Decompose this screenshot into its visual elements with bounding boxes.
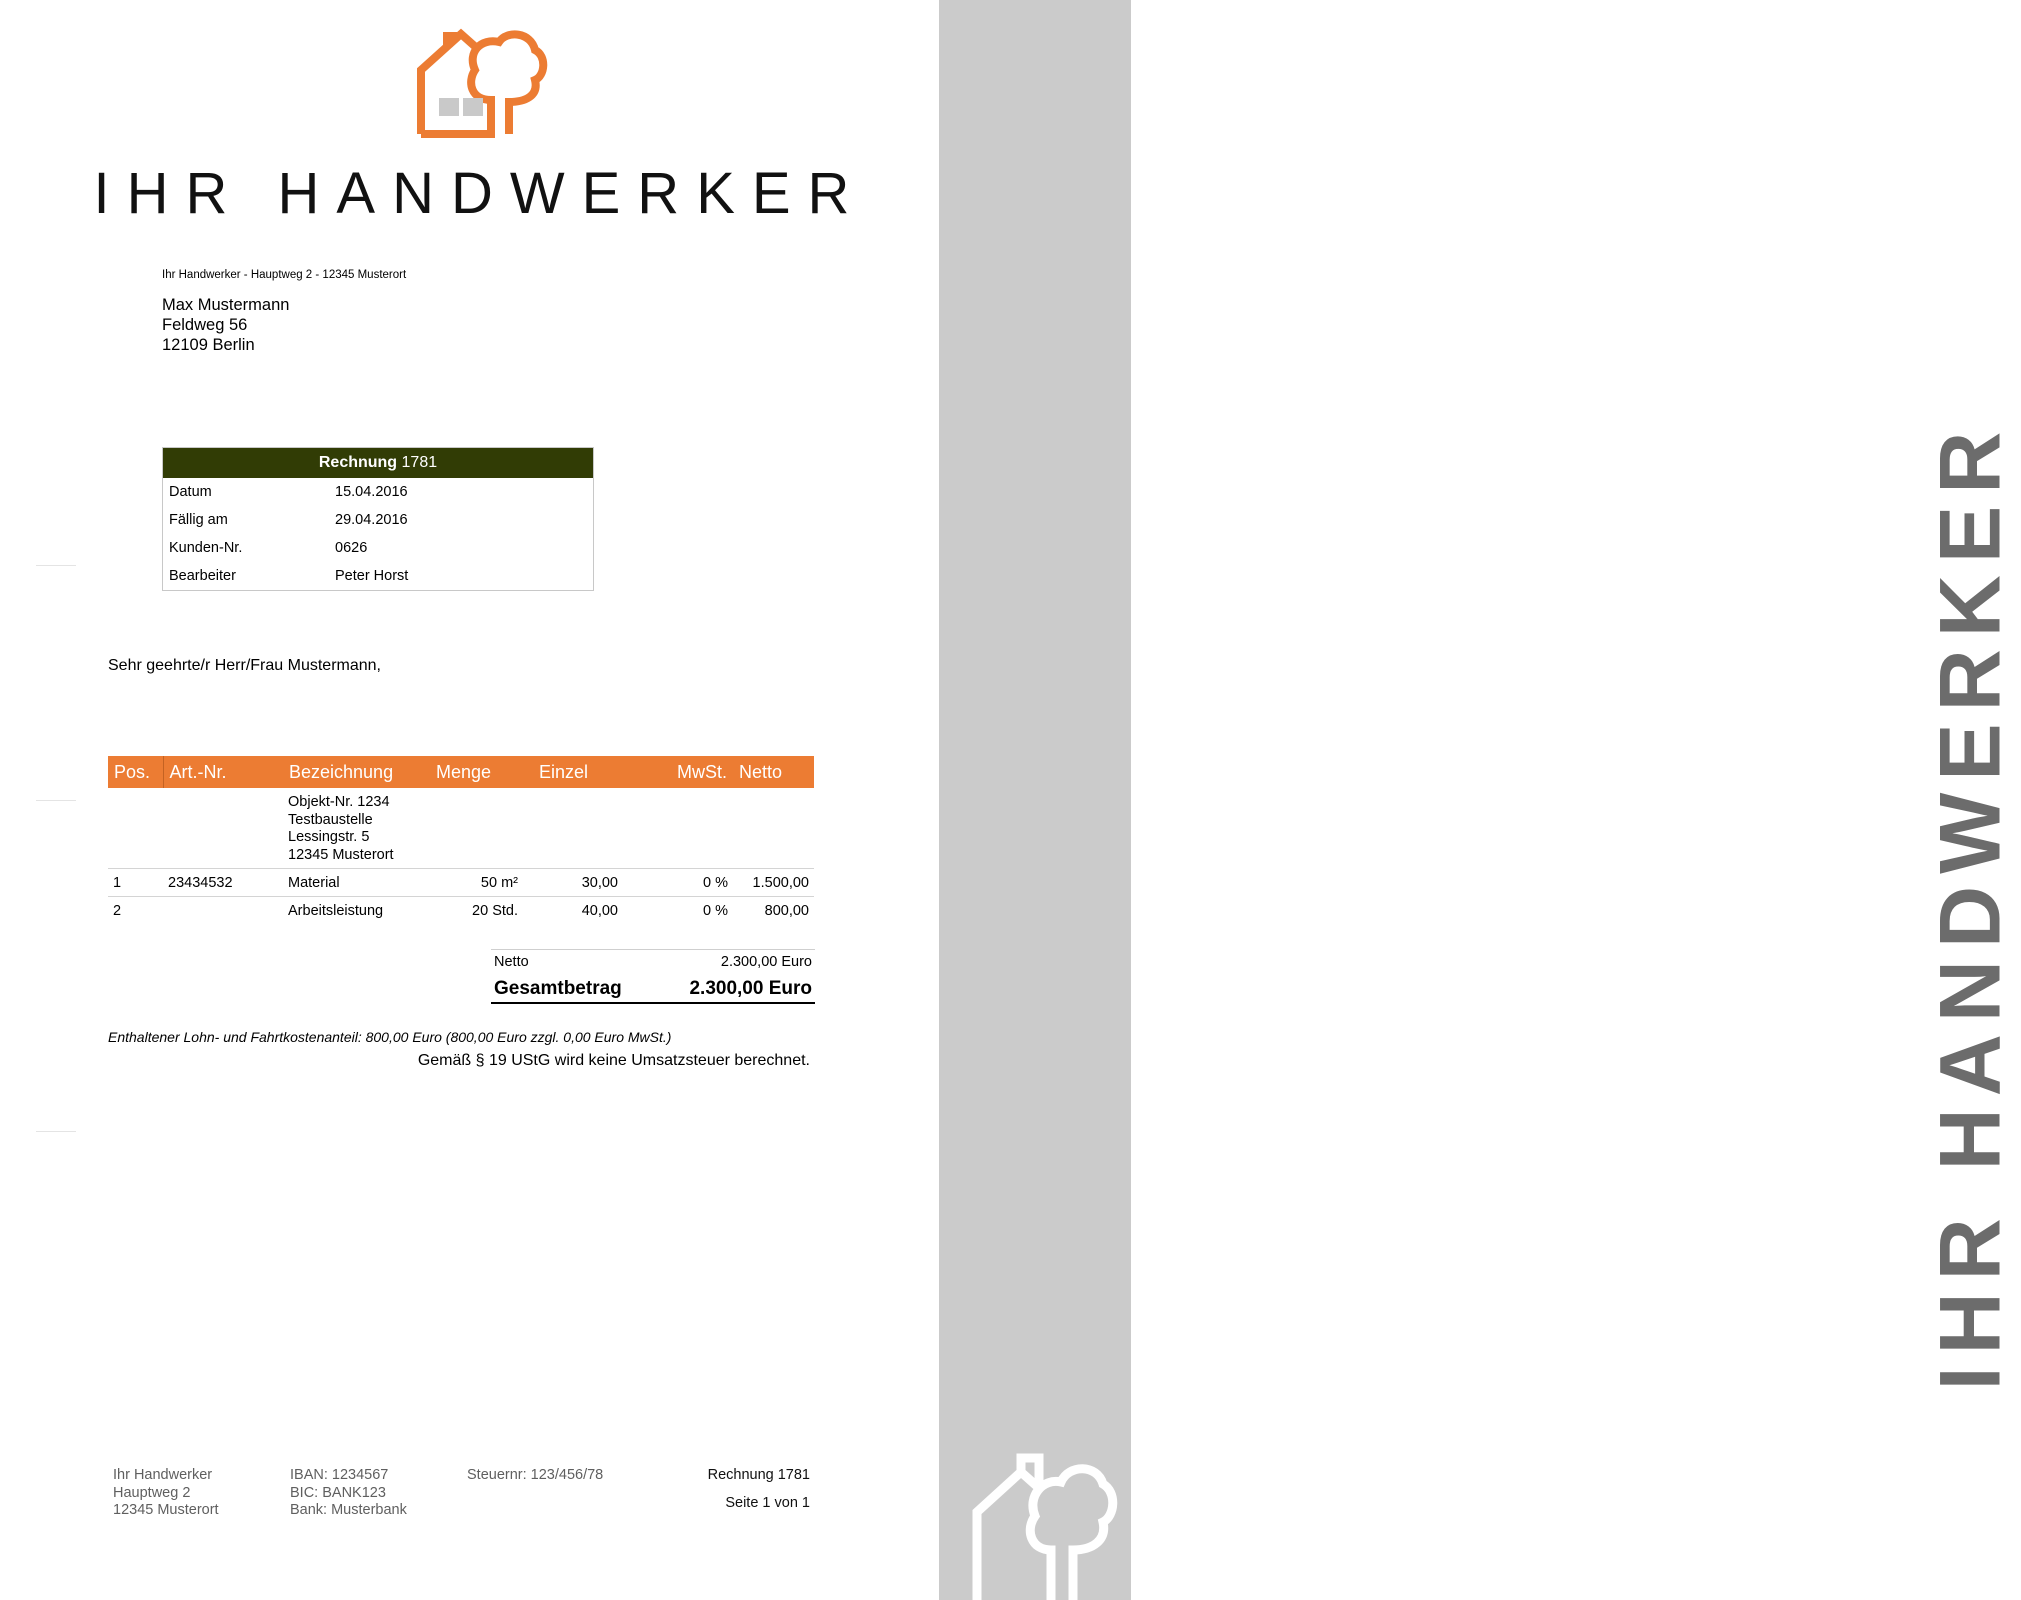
footer-bic: BIC: BANK123 <box>290 1484 386 1501</box>
table-header-row <box>108 756 814 788</box>
invoice-number: 1781 <box>401 454 438 471</box>
house-tree-icon <box>417 30 545 138</box>
footer-page-number: Seite 1 von 1 <box>725 1495 810 1511</box>
column-header-pos: Pos. <box>108 756 163 788</box>
object-info <box>283 788 623 869</box>
tax-note: Gemäß § 19 UStG wird keine Umsatzsteuer berechnet. <box>417 1052 810 1069</box>
invoice-date-value: 15.04.2016 <box>335 484 408 500</box>
invoice-info-box <box>162 447 594 591</box>
cell-menge: 20 Std. <box>433 897 523 925</box>
invoice-date-label: Datum <box>169 484 212 500</box>
invoice-row-clerk <box>163 562 593 590</box>
invoice-title: Rechnung <box>318 454 398 471</box>
object-line: 12345 Musterort <box>288 846 394 863</box>
cell-einzel: 30,00 <box>523 869 623 897</box>
invoice-clerk-value: Peter Horst <box>335 568 409 584</box>
object-line: Lessingstr. 5 <box>288 829 370 845</box>
cell-menge: 50 m² <box>433 869 523 897</box>
footer-company-city: 12345 Musterort <box>113 1502 219 1518</box>
footer-company <box>113 1467 219 1520</box>
invoice-clerk-label: Bearbeiter <box>169 568 236 584</box>
recipient-address <box>162 295 289 355</box>
cell-einzel: 40,00 <box>523 897 623 925</box>
gross-total-value: 2.300,00 Euro <box>689 978 812 999</box>
object-line: Objekt-Nr. 1234 <box>288 794 390 810</box>
items-table <box>108 756 814 924</box>
cell-bez: Material <box>283 869 433 897</box>
column-header-menge: Menge <box>433 756 523 788</box>
recipient-street: Feldweg 56 <box>162 316 248 334</box>
column-header-bez: Bezeichnung <box>283 756 433 788</box>
salutation: Sehr geehrte/r Herr/Frau Mustermann, <box>108 657 381 674</box>
object-line: Testbaustelle <box>288 811 373 828</box>
invoice-due-value: 29.04.2016 <box>335 512 408 528</box>
cell-mwst: 0 % <box>623 897 733 925</box>
cell-art: 23434532 <box>163 869 283 897</box>
invoice-customer-value: 0626 <box>335 540 368 556</box>
cell-pos: 1 <box>108 869 163 897</box>
sidebar-brand-text: IHR HANDWERKER <box>1922 419 2019 1391</box>
footer-company-street: Hauptweg 2 <box>113 1484 191 1501</box>
column-header-einzel: Einzel <box>523 756 623 788</box>
cell-art <box>163 897 283 925</box>
fold-mark <box>36 1131 76 1132</box>
net-total-value: 2.300,00 Euro <box>720 954 812 970</box>
totals <box>491 949 815 1004</box>
footer-bank-name: Bank: Musterbank <box>290 1502 407 1518</box>
column-header-netto: Netto <box>733 756 814 788</box>
cell-pos: 2 <box>108 897 163 925</box>
fold-mark <box>36 800 76 801</box>
invoice-row-date <box>163 478 593 506</box>
invoice-header <box>163 448 593 478</box>
invoice-row-customer <box>163 534 593 562</box>
invoice-customer-label: Kunden-Nr. <box>169 540 243 556</box>
recipient-city: 12109 Berlin <box>162 336 255 354</box>
footer-tax-number: Steuernr: 123/456/78 <box>467 1467 604 1483</box>
footer-document-ref: Rechnung 1781 <box>707 1467 810 1483</box>
net-total-row <box>491 949 815 976</box>
gross-total-row <box>491 976 815 1004</box>
invoice-due-label: Fällig am <box>169 512 228 528</box>
cell-netto: 800,00 <box>733 897 814 925</box>
gross-total-label: Gesamtbetrag <box>494 978 622 999</box>
labor-cost-note: Enthaltener Lohn- und Fahrtkostenanteil: 800,00 Euro (800,00 Euro zzgl. 0,00 Euro MwSt.) <box>108 1029 672 1045</box>
house-tree-icon <box>969 1450 1113 1600</box>
footer-company-name: Ihr Handwerker <box>113 1467 213 1483</box>
net-total-label: Netto <box>494 954 529 970</box>
table-row <box>108 897 814 925</box>
table-row-object <box>108 788 814 869</box>
sidebar <box>939 0 2019 1600</box>
sender-address-line: Ihr Handwerker - Hauptweg 2 - 12345 Musterort <box>162 269 407 281</box>
cell-bez: Arbeitsleistung <box>283 897 433 925</box>
column-header-mwst: MwSt. <box>623 756 733 788</box>
cell-mwst: 0 % <box>623 869 733 897</box>
footer-bank <box>290 1467 407 1520</box>
footer-iban: IBAN: 1234567 <box>290 1467 389 1483</box>
column-header-art: Art.-Nr. <box>163 756 283 788</box>
logo-text: IHR HANDWERKER <box>93 161 867 226</box>
cell-netto: 1.500,00 <box>733 869 814 897</box>
recipient-name: Max Mustermann <box>162 296 290 314</box>
table-row <box>108 869 814 897</box>
fold-mark <box>36 565 76 566</box>
invoice-row-due <box>163 506 593 534</box>
